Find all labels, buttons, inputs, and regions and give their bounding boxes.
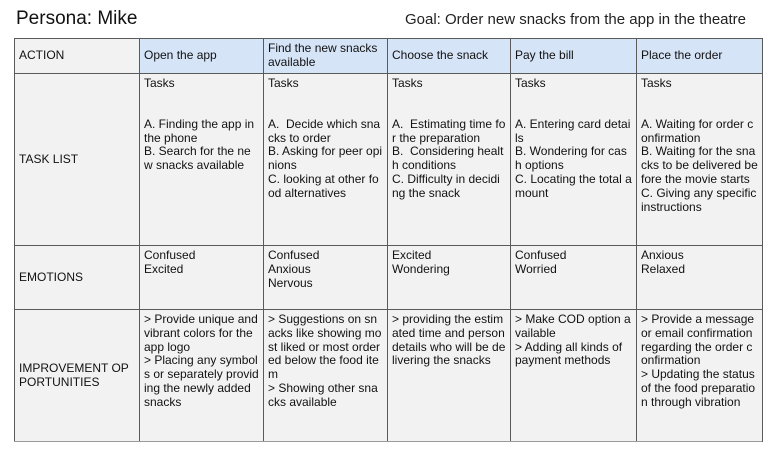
task-cell [264,74,388,246]
goal-statement: Goal: Order new snacks from the app in the theatre [405,11,747,28]
row-label-action: ACTION [15,39,140,74]
bottom-divider [14,441,762,442]
emotion-cell: Anxious Relaxed [637,246,763,310]
action-row [15,39,763,74]
stage-header: Place the order [637,39,763,74]
task-cell [388,74,511,246]
task-items: A. Waiting for order confirmation B. Waiting for the snacks to be delivered before the movie starts C. Giving any specific instructions [641,116,758,214]
task-items: A. Decide which snacks to order B. Asking for peer opinions C. looking at other food alternatives [268,116,383,200]
row-label-improvements: IMPROVEMENT OPPORTUNITIES [15,310,140,442]
stage-header: Pay the bill [511,39,637,74]
task-heading: Tasks [392,76,423,90]
journey-map-table [14,38,763,442]
task-items: A. Finding the app in the phone B. Search for the new snacks available [144,116,255,173]
stage-header: Choose the snack [388,39,511,74]
emotion-cell: Confused Excited [140,246,264,310]
task-heading: Tasks [268,76,299,90]
task-heading: Tasks [515,76,546,90]
task-heading: Tasks [641,76,672,90]
emotion-cell: Confused Anxious Nervous [264,246,388,310]
improvement-cell: > providing the estimated time and person details who will be delivering the snacks [388,310,511,442]
task-cell [511,74,637,246]
stage-header: Find the new snacks available [264,39,388,74]
improvement-cell: > Suggestions on snacks like showing most liked or most ordered below the food item > Showing other snacks available [264,310,388,442]
task-items: A. Estimating time for the preparation B. Considering health conditions C. Difficulty in deciding the snack [392,116,506,200]
emotion-cell: Excited Wondering [388,246,511,310]
improvement-cell: > Provide a message or email confirmation regarding the order confirmation > Updating the status of the food preparation through vibration [637,310,763,442]
improvement-row [15,310,763,442]
row-label-task-list: TASK LIST [15,74,140,246]
task-heading: Tasks [144,76,175,90]
task-cell [637,74,763,246]
emotion-cell: Confused Worried [511,246,637,310]
improvement-cell: > Provide unique and vibrant colors for the app logo > Placing any symbols or separately providing the newly added snacks [140,310,264,442]
task-cell [140,74,264,246]
improvement-cell: > Make COD option available > Adding all kinds of payment methods [511,310,637,442]
persona-title: Persona: Mike [16,8,138,29]
row-label-emotions: EMOTIONS [15,246,140,310]
task-list-row [15,74,763,246]
task-items: A. Entering card details B. Wondering for cash options C. Locating the total amount [515,116,632,200]
emotions-row [15,246,763,310]
stage-header: Open the app [140,39,264,74]
